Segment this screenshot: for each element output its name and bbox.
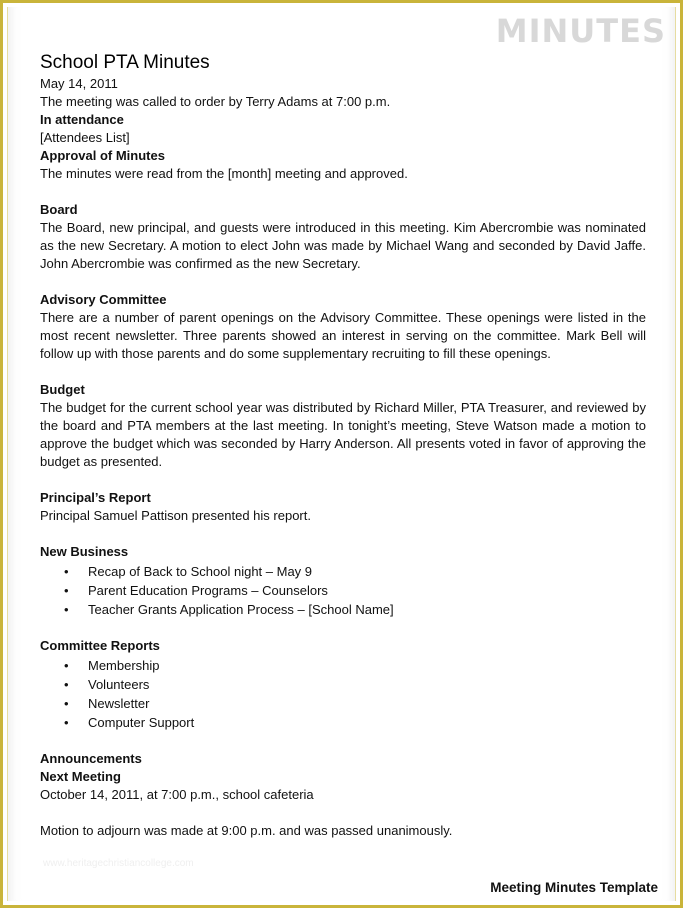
list-item [64,581,646,600]
approval-heading: Approval of Minutes [40,148,165,163]
attendance-text: [Attendees List] [40,130,130,145]
spacer [40,363,646,381]
advisory-heading: Advisory Committee [40,292,167,307]
list-item-text: Teacher Grants Application Process – [School Name] [88,602,394,617]
spacer [40,273,646,291]
bullet-icon: • [64,602,69,617]
list-item [64,713,646,732]
list-item [64,562,646,581]
new-business-list [40,562,646,619]
budget-heading: Budget [40,382,85,397]
announcements-heading: Announcements [40,751,142,766]
list-item [64,656,646,675]
advisory-text: There are a number of parent openings on the Advisory Committee. These openings were listed in the most recent newsletter. Three parents showed an interest in serving on the committee. Mark Bell will follow up with those parents and do some supplementary recruiting to fill these openings. [40,310,646,361]
approval-text: The minutes were read from the [month] meeting and approved. [40,166,408,181]
spacer [40,619,646,637]
bullet-icon: • [64,583,69,598]
bullet-icon: • [64,677,69,692]
footer-url-watermark: www.heritagechristiancollege.com [43,858,194,869]
list-item-text: Volunteers [88,677,150,692]
list-item-text: Computer Support [88,715,195,730]
committee-heading: Committee Reports [40,638,160,653]
call-to-order-text: The meeting was called to order by Terry Adams at 7:00 p.m. [40,94,391,109]
budget-text: The budget for the current school year was distributed by Richard Miller, PTA Treasurer, and reviewed by the board and PTA members at the last meeting. In tonight’s meeting, Steve Watson made a motion to approve the budget which was seconded by Harry Anderson. All presents voted in favor of approving the budget as presented. [40,400,646,469]
document-title: School PTA Minutes [40,52,210,73]
bullet-icon: • [64,715,69,730]
spacer [40,525,646,543]
spacer [40,471,646,489]
spacer [40,804,646,822]
list-item-text: Parent Education Programs – Counselors [88,583,328,598]
board-heading: Board [40,202,78,217]
list-item-text: Membership [88,658,160,673]
next-meeting-text: October 14, 2011, at 7:00 p.m., school cafeteria [40,787,314,802]
list-item [64,675,646,694]
document-body [40,51,646,840]
template-label: Meeting Minutes Template [490,880,658,895]
list-item [64,694,646,713]
principal-heading: Principal’s Report [40,490,151,505]
bullet-icon: • [64,564,69,579]
attendance-heading: In attendance [40,112,124,127]
document-date: May 14, 2011 [40,76,118,91]
committee-list [40,656,646,732]
list-item-text: Newsletter [88,696,150,711]
principal-text: Principal Samuel Pattison presented his report. [40,508,311,523]
minutes-watermark: MINUTES [495,12,666,50]
bullet-icon: • [64,658,69,673]
bullet-icon: • [64,696,69,711]
new-business-heading: New Business [40,544,129,559]
spacer [40,183,646,201]
list-item [64,600,646,619]
next-meeting-heading: Next Meeting [40,769,121,784]
spacer [40,732,646,750]
list-item-text: Recap of Back to School night – May 9 [88,564,313,579]
board-text: The Board, new principal, and guests were introduced in this meeting. Kim Abercrombie was nominated as the new Secretary. A motion to elect John was made by Michael Wang and seconded by David Jaffe. John Abercrombie was confirmed as the new Secretary. [40,220,646,271]
adjourn-text: Motion to adjourn was made at 9:00 p.m. and was passed unanimously. [40,823,453,838]
